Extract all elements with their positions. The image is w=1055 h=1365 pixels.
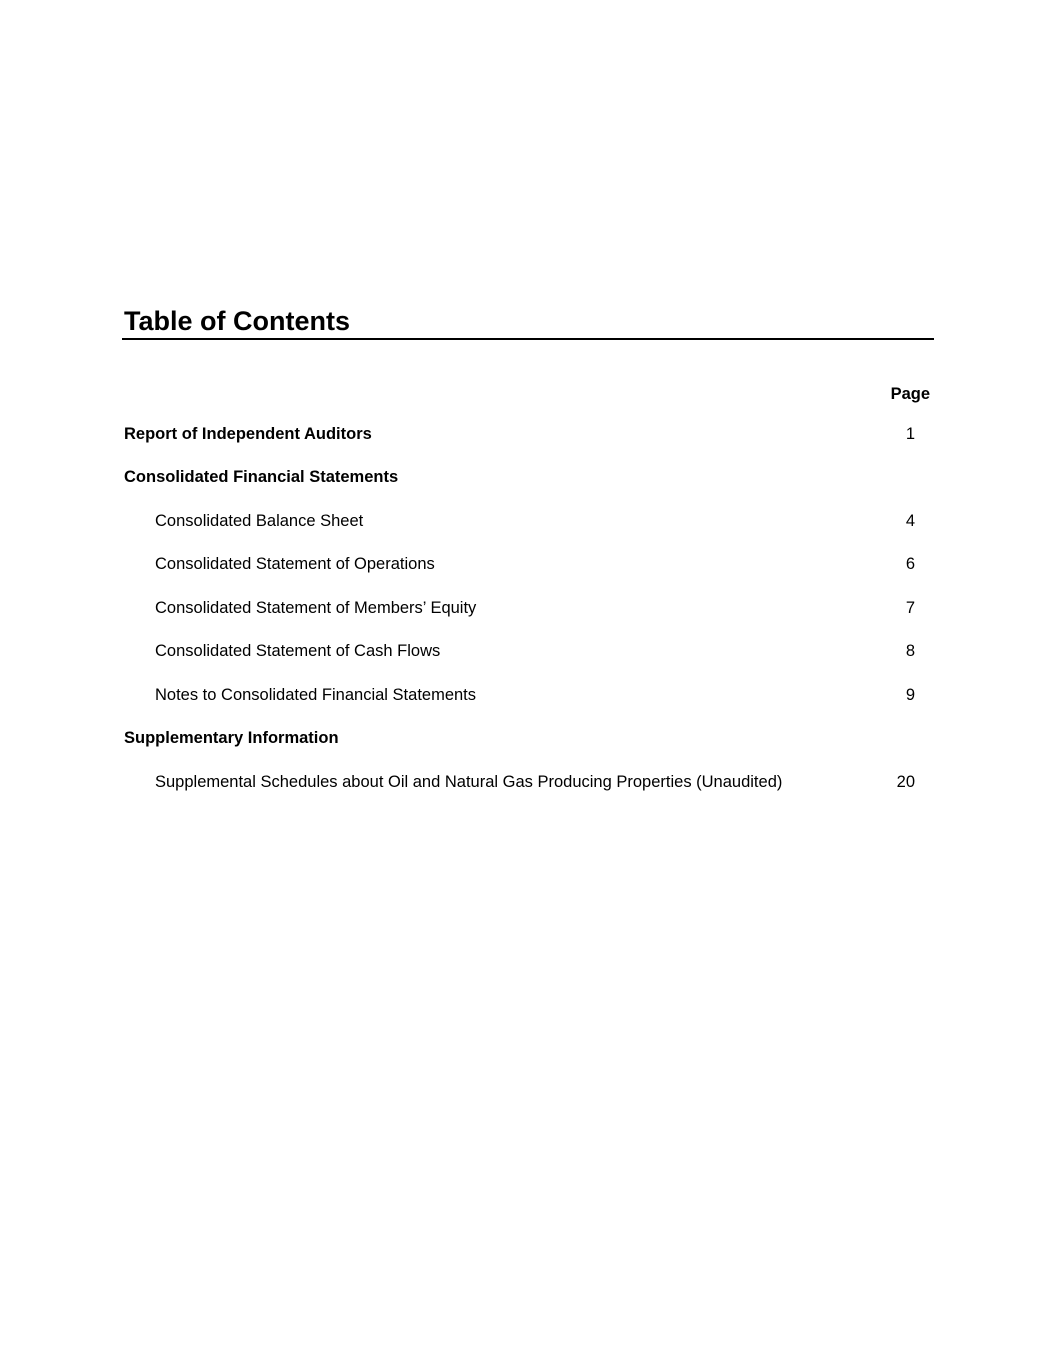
- toc-entry-page: 4: [905, 512, 915, 530]
- toc-entry-page: 6: [905, 555, 915, 573]
- title-underline: [122, 338, 934, 340]
- toc-section-consolidated-financial-statements[interactable]: [0, 467, 1055, 487]
- toc-entry-label: Consolidated Statement of Members’ Equity: [155, 599, 477, 617]
- toc-section-label: Consolidated Financial Statements: [124, 468, 399, 486]
- toc-entry-label: Consolidated Statement of Operations: [155, 555, 435, 573]
- toc-entry-page: 1: [905, 425, 915, 443]
- toc-entry-consolidated-balance-sheet[interactable]: [0, 511, 1055, 531]
- toc-entry-report-of-independent-auditors[interactable]: [0, 424, 1055, 444]
- toc-entry-page: 20: [896, 773, 915, 791]
- toc-entry-label: Consolidated Balance Sheet: [155, 512, 364, 530]
- toc-entry-consolidated-statement-of-cash-flows[interactable]: [0, 641, 1055, 661]
- toc-entry-notes-to-consolidated-financial-statements[interactable]: [0, 685, 1055, 705]
- toc-section-supplementary-information[interactable]: [0, 728, 1055, 748]
- toc-entry-label: Consolidated Statement of Cash Flows: [155, 642, 441, 660]
- toc-entry-consolidated-statement-of-members-equity[interactable]: [0, 598, 1055, 618]
- toc-entry-supplemental-schedules[interactable]: [0, 772, 1055, 792]
- toc-entry-label: Report of Independent Auditors: [124, 425, 372, 443]
- page-column-header: Page: [890, 385, 930, 403]
- toc-entry-page: 8: [905, 642, 915, 660]
- toc-entry-label: Supplemental Schedules about Oil and Natural Gas Producing Properties (Unaudited): [155, 773, 783, 791]
- toc-entry-consolidated-statement-of-operations[interactable]: [0, 554, 1055, 574]
- toc-entry-page: 9: [905, 686, 915, 704]
- toc-entry-label: Notes to Consolidated Financial Statements: [155, 686, 477, 704]
- toc-section-label: Supplementary Information: [124, 729, 339, 747]
- toc-entry-page: 7: [905, 599, 915, 617]
- page-title: Table of Contents: [124, 306, 350, 336]
